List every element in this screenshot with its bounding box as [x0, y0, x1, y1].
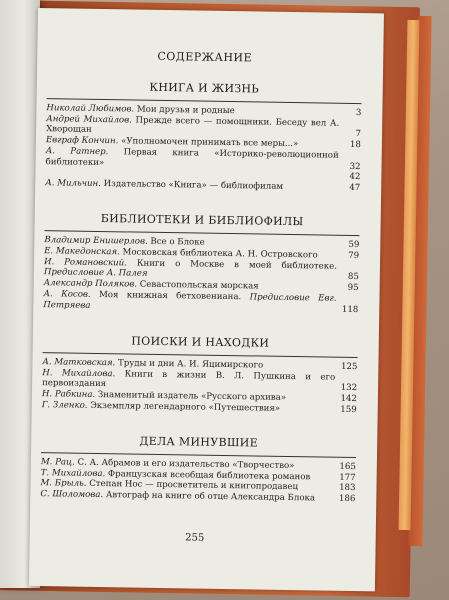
section-title: ДЕЛА МИНУВШИЕ	[139, 434, 259, 450]
entry-author: М. Рац.	[40, 456, 75, 468]
entry-page: 18	[349, 140, 361, 151]
entry-page: 125	[340, 361, 358, 372]
entry-author: Е. Македонская.	[44, 246, 120, 258]
entry-author: Александр Поляков.	[43, 278, 138, 290]
entry-title: Первая книга «Историко-революционной библиотеки»	[45, 147, 339, 168]
entry-page: 85	[347, 272, 359, 283]
contents-page	[29, 8, 384, 591]
entry-page: 42	[349, 172, 361, 183]
entry-title: Московская библиотека А. Н. Островского	[119, 247, 318, 261]
entry-author: Владимир Енишерлов.	[44, 235, 148, 248]
entry-title: Книги в жизни В. Л. Пушкина и его первоиздания	[42, 368, 336, 390]
entry-title: Французская всеобщая библиотека романов	[105, 468, 311, 482]
contents-title: СОДЕРЖАНИЕ	[157, 49, 253, 65]
entry-author: И. Романовский.	[43, 257, 128, 269]
entry-title: С. А. Абрамов и его издательство «Творчество»	[74, 457, 295, 471]
entry-title: Севастопольская морская	[136, 279, 259, 292]
contents-body	[40, 48, 362, 505]
entry-page: 47	[349, 183, 361, 194]
entry-title: Степан Нос — просветитель и книгопродавец	[86, 479, 299, 493]
entry-page: 183	[339, 483, 356, 494]
entry-page: 3	[355, 108, 362, 119]
entry-author: Андрей Михайлов.	[46, 114, 132, 126]
entry-author: М. Брыль.	[40, 478, 87, 490]
entry-page: 59	[348, 240, 360, 251]
entry-author: Евграф Кончин.	[45, 135, 119, 147]
entry-preface: Предисловие А. Палея	[43, 267, 148, 280]
section-title: БИБЛИОТЕКИ И БИБЛИОФИЛЫ	[100, 212, 304, 229]
entry-title: Издательство «Книга» — библиофилам	[100, 179, 284, 193]
entry-title: Все о Блоке	[147, 237, 205, 248]
entry-author: А. Матковская.	[42, 356, 116, 368]
entry-title: Книги о Москве в моей библиотеке.	[126, 258, 338, 272]
entry-page: 159	[340, 404, 357, 415]
entry-page: 7	[355, 129, 362, 140]
entry-author: Николай Любимов.	[46, 103, 135, 115]
section-title: ПОИСКИ И НАХОДКИ	[131, 334, 270, 350]
entry-title: «Уполномочен принимать все меры...»	[118, 136, 299, 150]
page-number: 255	[185, 532, 205, 544]
entry-title: Знаменитый издатель «Русского архива»	[95, 389, 287, 403]
entry-page: 132	[340, 382, 358, 393]
entry-page: 177	[339, 472, 356, 483]
sections	[40, 79, 362, 505]
entry-page: 142	[340, 393, 357, 404]
entry-page: 186	[338, 494, 356, 505]
entry-page: 32	[349, 161, 361, 172]
entry-title: Автограф на книге об отце Александра Блока	[103, 490, 316, 504]
entry-page: 95	[347, 283, 359, 294]
entry-author: А. Ратнер.	[45, 146, 109, 158]
entry-page: 165	[339, 461, 356, 472]
entry-title: Труды и дни А. И. Яцимирского	[115, 357, 264, 371]
entry-author: Н. Рабкина.	[41, 388, 96, 400]
entry-title: Прежде всего — помощники. Беседу вел А. Хворощан	[46, 115, 340, 136]
entry-title: Экземпляр легендарного «Путешествия»	[87, 400, 281, 414]
entry-page: 118	[341, 304, 359, 315]
section-title: КНИГА И ЖИЗНЬ	[149, 80, 260, 96]
entry-author: Г. Зленко.	[41, 399, 88, 411]
entry-author: Т. Михайлова.	[40, 467, 106, 479]
entry-author: А. Косов.	[43, 289, 91, 301]
entry-author: А. Мильчин.	[45, 178, 102, 190]
entry-author: С. Шоломова.	[40, 489, 104, 501]
entry-author: Н. Михайлова.	[42, 367, 116, 379]
entry-page: 79	[348, 251, 360, 262]
entry-preface: Предисловие Евг. Петряева	[43, 292, 337, 311]
entry-title: Мои друзья и родные	[134, 104, 235, 117]
entry-title: Моя книжная бетховениана.	[90, 290, 250, 303]
